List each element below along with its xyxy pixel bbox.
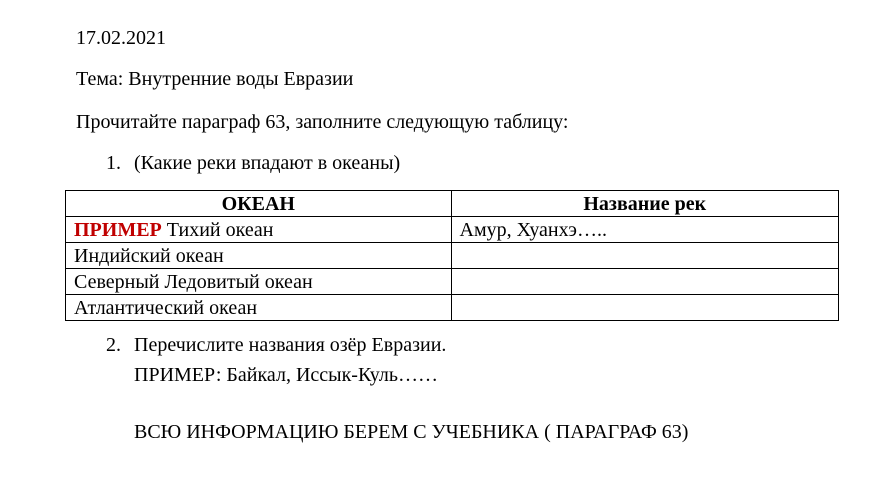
header-rivers: Название рек — [451, 191, 838, 217]
footer-note: ВСЮ ИНФОРМАЦИЮ БЕРЕМ С УЧЕБНИКА ( ПАРАГРАФ 63) — [134, 421, 689, 443]
rivers-cell: Амур, Хуанхэ….. — [451, 217, 838, 243]
ocean-cell: Северный Ледовитый океан — [66, 269, 452, 295]
table-header-row — [66, 191, 839, 217]
table-row — [66, 243, 839, 269]
question-1 — [106, 151, 400, 175]
header-ocean: ОКЕАН — [66, 191, 452, 217]
rivers-cell — [451, 295, 838, 321]
table-row — [66, 269, 839, 295]
question-2-example: ПРИМЕР: Байкал, Иссык-Куль…… — [134, 364, 439, 386]
question-1-text: (Какие реки впадают в океаны) — [134, 152, 401, 174]
question-2-number: 2. — [106, 334, 121, 356]
rivers-table — [65, 190, 839, 321]
table-row — [66, 295, 839, 321]
ocean-cell: Атлантический океан — [66, 295, 452, 321]
ocean-cell: Индийский океан — [66, 243, 452, 269]
question-1-number: 1. — [106, 152, 121, 174]
question-2-text: Перечислите названия озёр Евразии. — [134, 334, 447, 356]
lesson-topic: Тема: Внутренние воды Евразии — [76, 68, 354, 90]
table-row — [66, 217, 839, 243]
example-tag: ПРИМЕР — [74, 219, 162, 241]
ocean-cell — [66, 217, 452, 243]
rivers-cell — [451, 269, 838, 295]
rivers-cell — [451, 243, 838, 269]
question-2 — [106, 333, 446, 357]
ocean-name: Тихий океан — [161, 219, 274, 241]
instruction-text: Прочитайте параграф 63, заполните следующую таблицу: — [76, 111, 569, 133]
document-date: 17.02.2021 — [76, 27, 166, 49]
